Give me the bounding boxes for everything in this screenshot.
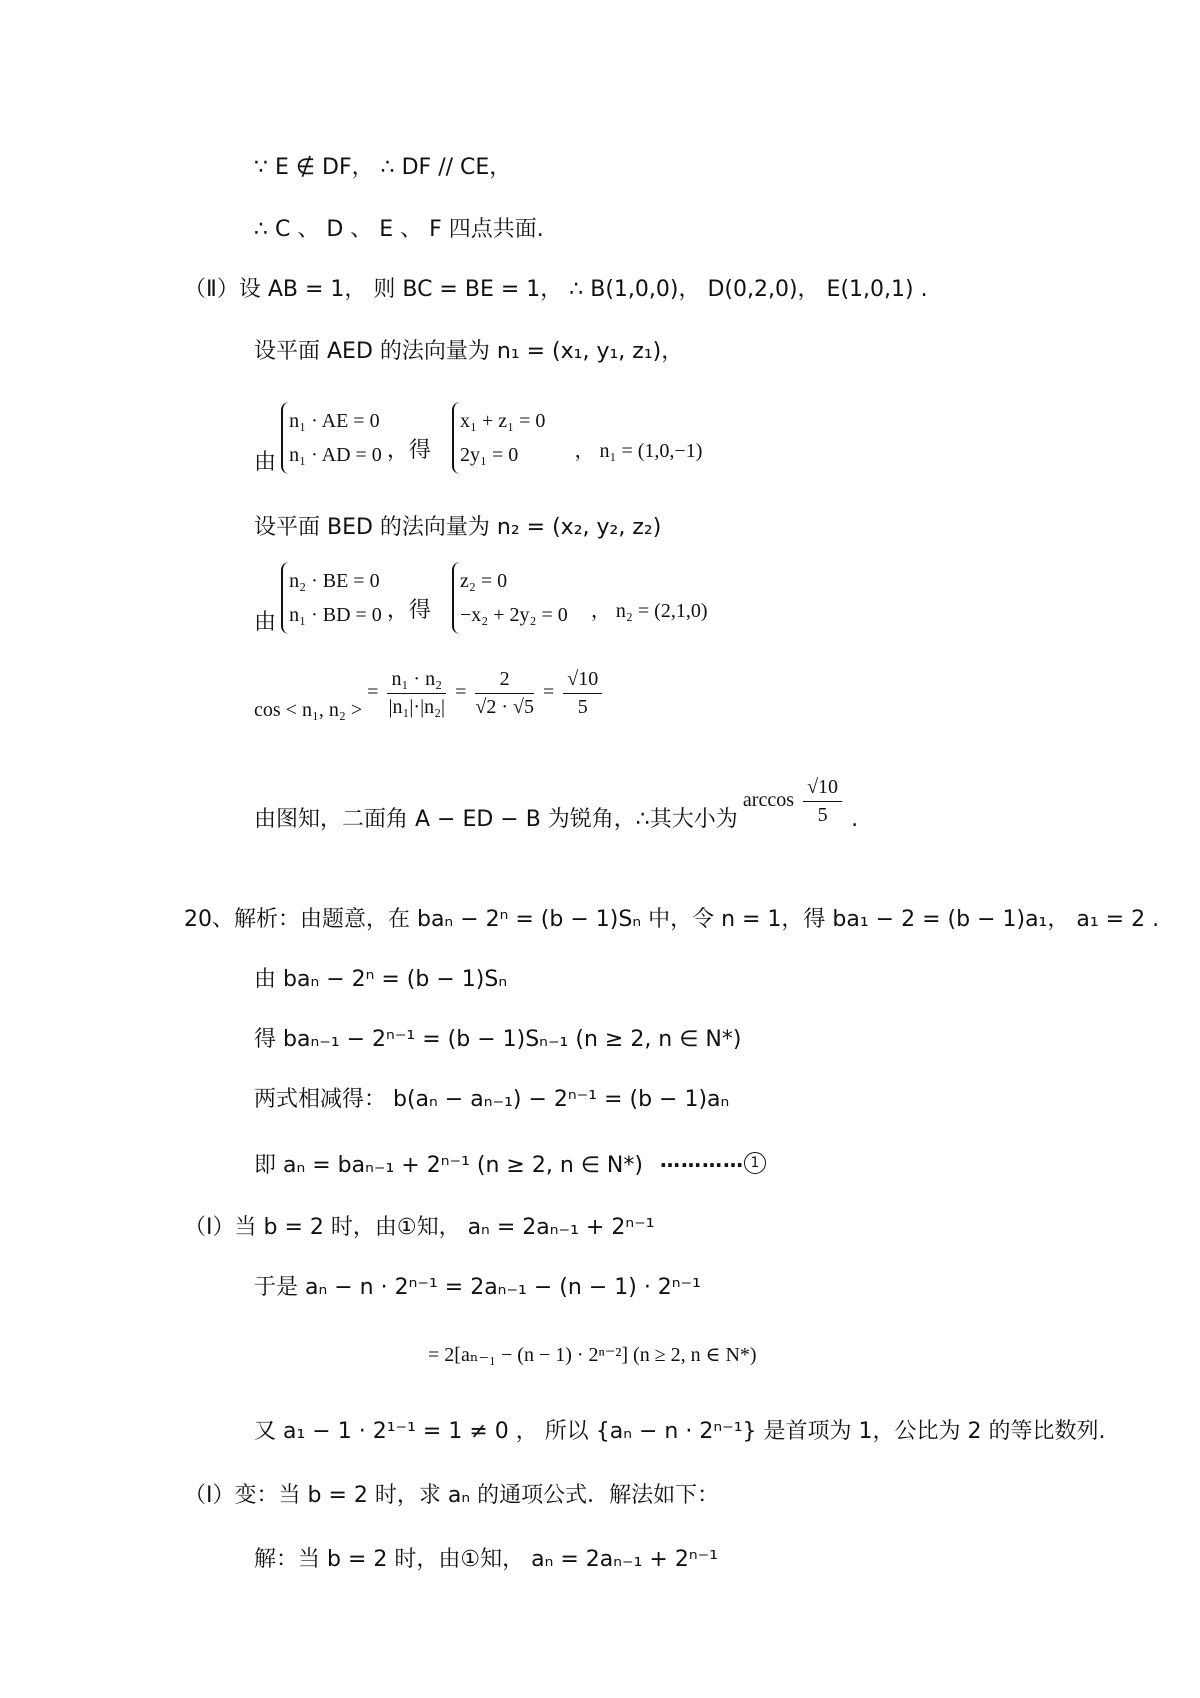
dot-leader: ………… xyxy=(660,1148,744,1172)
text-fragment: ，得 xyxy=(386,597,431,623)
equation: n₁ · AD = 0 xyxy=(289,444,382,466)
circled-number: 1 xyxy=(744,1152,766,1174)
denominator: 5 xyxy=(577,696,588,718)
numerator: √10 xyxy=(563,668,602,694)
text-line: （Ⅱ）设 AB = 1， 则 BC = BE = 1， ∴ B(1,0,0)， D(0,2,0)， E(1,0,1) . xyxy=(184,277,928,302)
numerator: 2 xyxy=(475,668,534,694)
denominator: |n₁|·|n₂| xyxy=(388,696,446,718)
equation: z₂ = 0 xyxy=(460,570,508,592)
equation-system-row xyxy=(254,402,702,474)
text-fragment: 由图知，二面角 A − ED − B 为锐角，∴其大小为 xyxy=(254,807,738,832)
denominator: √2 · √5 xyxy=(475,696,534,718)
equation-system xyxy=(281,402,382,474)
text-line: （Ⅰ）变：当 b = 2 时，求 aₙ 的通项公式．解法如下： xyxy=(184,1483,720,1508)
text-line: （Ⅰ）当 b = 2 时，由①知， aₙ = 2aₙ₋₁ + 2ⁿ⁻¹ xyxy=(184,1215,655,1240)
text-line: 解：当 b = 2 时，由①知， aₙ = 2aₙ₋₁ + 2ⁿ⁻¹ xyxy=(254,1547,719,1572)
cosine-equation: cos < n₁, n₂ > = $\frac{\text{n₁ · n₂}}{\text{|n₁|·|n₂|}}$ = $\frac{2}{√2 \cdot √5}$ = $\frac{√10}{5}$ xyxy=(254,668,606,719)
numerator: √10 xyxy=(803,776,842,802)
equation-system xyxy=(452,562,568,634)
text-line: 得 baₙ₋₁ − 2ⁿ⁻¹ = (b − 1)Sₙ₋₁ (n ≥ 2, n ∈ N*) xyxy=(254,1027,742,1052)
equation: cos < n₁, n₂ > xyxy=(254,699,363,722)
conclusion-line: 由图知，二面角 A − ED − B 为锐角，∴其大小为 arccos $\frac{√10}{5}$ . xyxy=(254,776,859,832)
equation: 2y₁ = 0 xyxy=(460,444,519,466)
equation: n₂ · BE = 0 xyxy=(289,570,380,592)
equation: ， n₁ = (1,0,−1) xyxy=(574,439,703,462)
text-line: 又 a₁ − 1 · 2¹⁻¹ = 1 ≠ 0 ， 所以 {aₙ − n · 2ⁿ⁻¹} 是首项为 1，公比为 2 的等比数列. xyxy=(254,1419,1106,1444)
fraction xyxy=(475,668,534,719)
fraction xyxy=(563,668,602,719)
fraction xyxy=(803,776,842,827)
text-line: 20、解析：由题意，在 baₙ − 2ⁿ = (b − 1)Sₙ 中，令 n = 1，得 ba₁ − 2 = (b − 1)a₁， a₁ = 2 . xyxy=(184,907,1160,932)
equation: n₁ · AE = 0 xyxy=(289,410,380,432)
equation-system-row xyxy=(254,562,707,634)
equation: ， n₂ = (2,1,0) xyxy=(590,599,708,622)
fraction xyxy=(387,668,446,719)
text-line: ∴ C 、 D 、 E 、 F 四点共面. xyxy=(254,217,544,242)
text-line: 于是 aₙ − n · 2ⁿ⁻¹ = 2aₙ₋₁ − (n − 1) · 2ⁿ⁻¹ xyxy=(254,1275,701,1300)
text-line: ∵ E ∉ DF， ∴ DF // CE， xyxy=(254,155,512,180)
text-fragment: 由 xyxy=(254,449,277,475)
denominator: 5 xyxy=(817,804,828,826)
equation: −x₂ + 2y₂ = 0 xyxy=(460,604,568,626)
text-line: = 2[aₙ₋₁ − (n − 1) · 2ⁿ⁻²] (n ≥ 2, n ∈ N*) xyxy=(428,1344,757,1366)
equation: arccos xyxy=(742,789,794,811)
equation-system xyxy=(452,402,545,474)
equation: x₁ + z₁ = 0 xyxy=(460,410,546,432)
text-line: 设平面 AED 的法向量为 n₁ = (x₁, y₁, z₁)， xyxy=(254,339,684,364)
text-line: 设平面 BED 的法向量为 n₂ = (x₂, y₂, z₂) xyxy=(254,515,662,540)
equation-system xyxy=(281,562,382,634)
text-line: 两式相减得： b(aₙ − aₙ₋₁) − 2ⁿ⁻¹ = (b − 1)aₙ xyxy=(254,1087,730,1112)
text-fragment: 由 xyxy=(254,609,277,635)
numerator: n₁ · n₂ xyxy=(387,668,446,694)
equation: n₁ · BD = 0 xyxy=(289,604,382,626)
text-line: 由 baₙ − 2ⁿ = (b − 1)Sₙ xyxy=(254,967,508,992)
equation-marker xyxy=(660,1148,766,1174)
text-fragment: ，得 xyxy=(386,437,431,463)
text-line: 即 aₙ = baₙ₋₁ + 2ⁿ⁻¹ (n ≥ 2, n ∈ N*) xyxy=(254,1153,643,1178)
